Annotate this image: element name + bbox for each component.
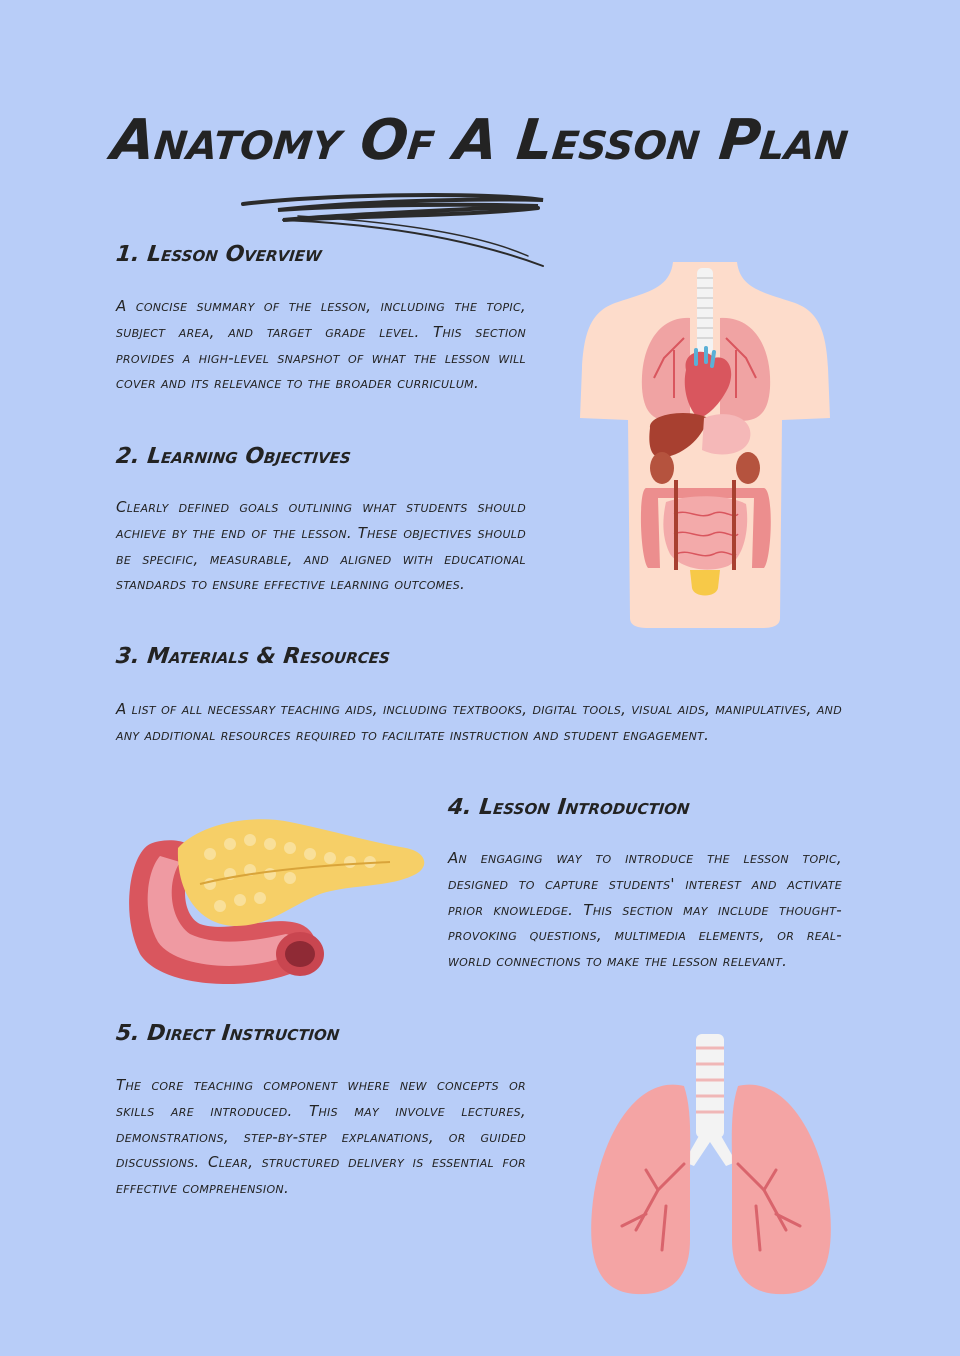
section-5-heading: 5. Direct Instruction: [114, 1021, 341, 1046]
section-2-heading: 2. Learning Objectives: [114, 444, 353, 469]
section-4-body: An engaging way to introduce the lesson topic, designed to capture students' interest and activate prior knowledge. This section may include thought-provoking questions, multimedia elements, or real-world connections to make the lesson relevant.: [448, 849, 842, 971]
section-3-heading: 3. Materials & Resources: [114, 644, 392, 669]
section-1-heading: 1. Lesson Overview: [114, 242, 324, 267]
section-5-body: The core teaching component where new concepts or skills are introduced. This may involve lectures, demonstrations, step-by-step explanations, or guided discussions. Clear, structured delivery is essential for effective comprehension.: [116, 1076, 526, 1198]
section-2-body: Clearly defined goals outlining what students should achieve by the end of the lesson. These objectives should be specific, measurable, and aligned with educational standards to ensure effective learning outcomes.: [116, 498, 526, 594]
torso-organs-illustration: [578, 258, 832, 630]
section-4-heading: 4. Lesson Introduction: [446, 795, 691, 820]
section-3-body: A list of all necessary teaching aids, including textbooks, digital tools, visual aids, manipulatives, and any additional resources required to facilitate instruction and student engagement.: [116, 700, 842, 744]
page-title: Anatomy Of A Lesson Plan: [108, 108, 852, 173]
lungs-illustration: [586, 1030, 836, 1298]
section-1-body: A concise summary of the lesson, including the topic, subject area, and target grade level. This section provides a high-level snapshot of what the lesson will cover and its relevance to the broader curriculum.: [116, 297, 526, 393]
pancreas-duodenum-illustration: [120, 814, 432, 990]
